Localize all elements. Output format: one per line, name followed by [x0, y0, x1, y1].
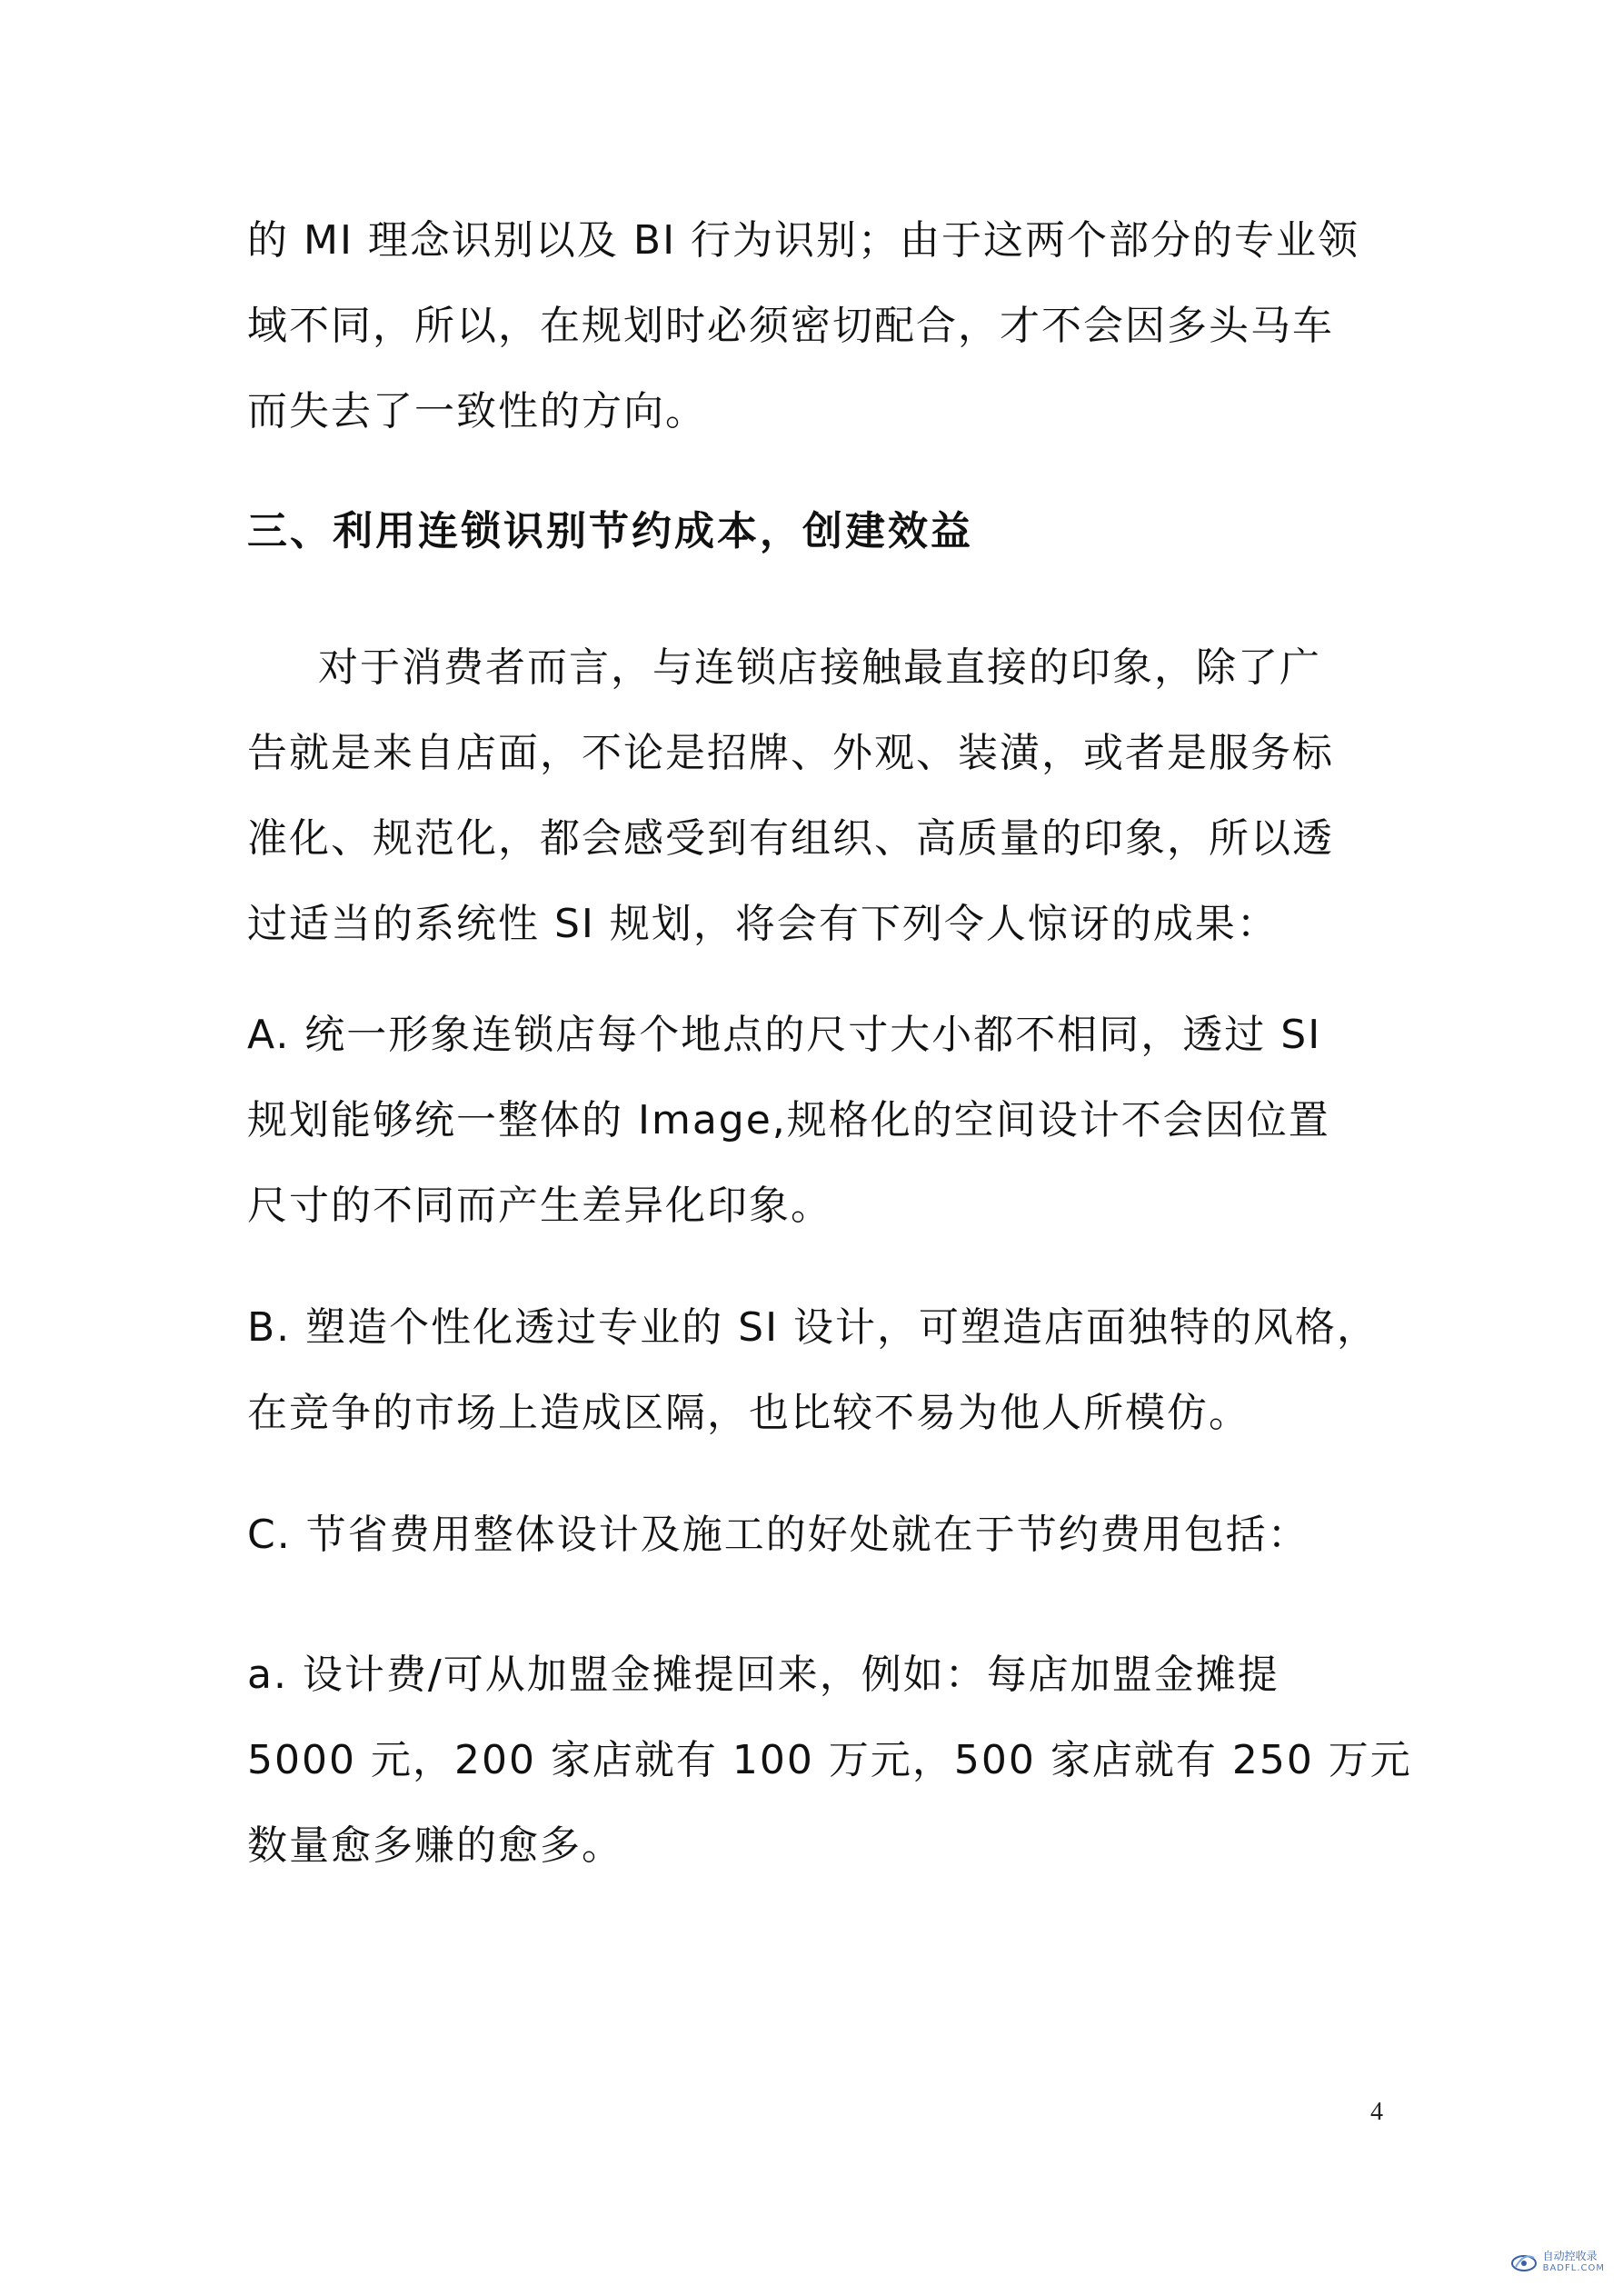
paragraph-line: 过适当的系统性 SI 规划，将会有下列令人惊讶的成果：: [247, 901, 1279, 947]
paragraph-line: 告就是来自店面，不论是招牌、外观、装潢，或者是服务标: [247, 730, 1334, 776]
paragraph-line: 的 MI 理念识别以及 BI 行为识别；由于这两个部分的专业领: [247, 217, 1360, 264]
page-number: 4: [1370, 2098, 1383, 2126]
list-item-line: 规划能够统一整体的 Image,规格化的空间设计不会因位置: [247, 1097, 1330, 1143]
paragraph-1: [247, 198, 1401, 454]
section-heading: [247, 489, 1401, 574]
list-item-b: [247, 1285, 1401, 1456]
paragraph-line: 而失去了一致性的方向。: [247, 388, 707, 434]
watermark-logo-icon: [1510, 2249, 1538, 2276]
list-item-c: [247, 1492, 1401, 1578]
watermark: [1510, 2249, 1605, 2276]
list-item-line: A. 统一形象连锁店每个地点的尺寸大小都不相同，透过 SI: [247, 1012, 1322, 1058]
paragraph-2: [247, 625, 1401, 967]
list-item-line: C. 节省费用整体设计及施工的好处就在于节约费用包括：: [247, 1512, 1309, 1558]
paragraph-line: 对于消费者而言，与连锁店接触最直接的印象，除了广: [318, 644, 1321, 691]
list-subitem-a: [247, 1632, 1412, 1889]
list-item-line: 数量愈多赚的愈多。: [247, 1822, 623, 1869]
list-item-line: 5000 元，200 家店就有 100 万元，500 家店就有 250 万元: [247, 1737, 1412, 1783]
list-item-line: 在竞争的市场上造成区隔，也比较不易为他人所模仿。: [247, 1390, 1250, 1436]
paragraph-line: 准化、规范化，都会感受到有组织、高质量的印象，所以透: [247, 815, 1334, 862]
list-item-line: a. 设计费/可从加盟金摊提回来，例如：每店加盟金摊提: [247, 1652, 1279, 1698]
watermark-text-en: BADFL.COM: [1542, 2263, 1605, 2273]
list-item-line: B. 塑造个性化透过专业的 SI 设计，可塑造店面独特的风格，: [247, 1304, 1379, 1351]
list-item-a: [247, 993, 1401, 1249]
section-heading-text: 三、利用连锁识别节约成本，创建效益: [247, 508, 973, 554]
paragraph-line: 域不同，所以，在规划时必须密切配合，才不会因多头马车: [247, 303, 1334, 349]
list-item-line: 尺寸的不同而产生差异化印象。: [247, 1183, 832, 1229]
watermark-text-cn: 自动控收录: [1542, 2250, 1598, 2262]
